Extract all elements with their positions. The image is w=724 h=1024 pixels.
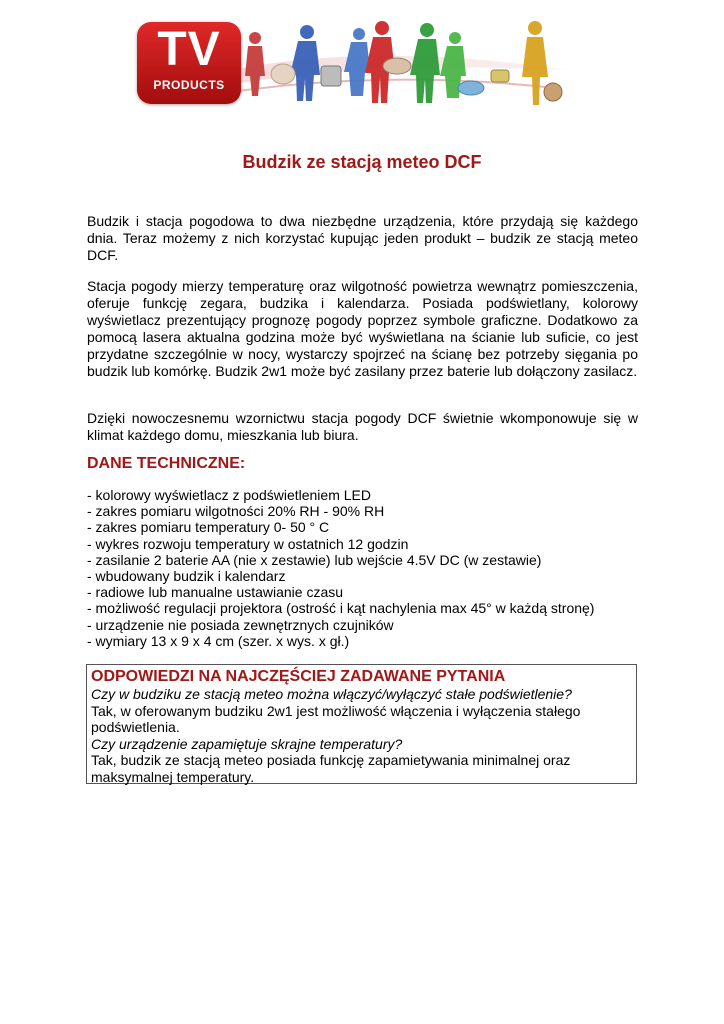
faq-answer: Tak, budzik ze stacją meteo posiada funkcję zapamietywania minimalnej oraz maksymalnej temperatury. bbox=[91, 752, 571, 785]
tv-products-logo bbox=[137, 22, 241, 104]
spec-item: - zakres pomiaru wilgotności 20% RH - 90% RH bbox=[87, 503, 385, 520]
intro-paragraph: Budzik i stacja pogodowa to dwa niezbędne urządzenia, które przydają się każdego dnia. Teraz możemy z nich korzystać kupując jeden produkt – budzik ze stacją meteo DCF. bbox=[87, 213, 638, 263]
person-blue-icon bbox=[290, 25, 320, 101]
specs-heading: DANE TECHNICZNE: bbox=[87, 455, 246, 472]
design-paragraph: Dzięki nowoczesnemu wzornictwu stacja pogody DCF świetnie wkomponowuje się w klimat każdego domu, mieszkania lub biura. bbox=[87, 410, 638, 443]
logo-main-text: TV bbox=[157, 23, 221, 76]
faq-question: Czy urządzenie zapamiętuje skrajne temperatury? bbox=[91, 735, 403, 752]
logo-sub-text: PRODUCTS bbox=[153, 78, 225, 92]
faq-box bbox=[86, 664, 637, 784]
spec-item: - wymiary 13 x 9 x 4 cm (szer. x wys. x gł.) bbox=[87, 632, 350, 649]
specs-list bbox=[87, 487, 647, 649]
spec-item: - wykres rozwoju temperatury w ostatnich 12 godzin bbox=[87, 535, 409, 552]
spec-item: - kolorowy wyświetlacz z podświetleniem LED bbox=[87, 487, 371, 503]
faq-answer: Tak, w oferowanym budziku 2w1 jest możliwość włączenia i wyłączenia stałego podświetlenia. bbox=[91, 702, 581, 735]
spec-item: - urządzenie nie posiada zewnętrznych czujników bbox=[87, 616, 394, 633]
person-green-icon bbox=[410, 23, 440, 103]
document-title: Budzik ze stacją meteo DCF bbox=[242, 152, 482, 172]
person-blue-small-icon bbox=[344, 28, 370, 96]
spec-item: - radiowe lub manualne ustawianie czasu bbox=[87, 584, 344, 601]
faq-title: ODPOWIEDZI NA NAJCZĘŚCIEJ ZADAWANE PYTANIA bbox=[91, 668, 506, 685]
spec-item: - możliwość regulacji projektora (ostrość i kąt nachylenia max 45° w każdą stronę) bbox=[87, 600, 595, 617]
faq-question: Czy w budziku ze stacją meteo można włączyć/wyłączyć stałe podświetlenie? bbox=[91, 686, 572, 702]
spec-item: - zakres pomiaru temperatury 0- 50 ° C bbox=[87, 519, 330, 536]
description-paragraph: Stacja pogody mierzy temperaturę oraz wilgotność powietrza wewnątrz pomieszczenia, oferuje funkcję zegara, budzika i kalendarza. Posiada podświetlany, kolorowy wyświetlacz prezentujący prognozę pogody poprzez symbole graficzne. Dodatkowo za pomocą lasera aktualna godzina może być wyświetlana na ścianie lub suficie, co jest przydatne szczególnie w nocy, wystarczy spojrzeć na ścianę bez potrzeby sięgania po budzik lub komórkę. Budzik 2w1 może być zasilany przez baterie lub dołączony zasilacz. bbox=[87, 278, 638, 379]
spec-item: - wbudowany budzik i kalendarz bbox=[87, 568, 286, 585]
person-red-icon bbox=[245, 32, 265, 96]
spec-item: - zasilanie 2 baterie AA (nie x zestawie) lub wejście 4.5V DC (w zestawie) bbox=[87, 551, 542, 568]
